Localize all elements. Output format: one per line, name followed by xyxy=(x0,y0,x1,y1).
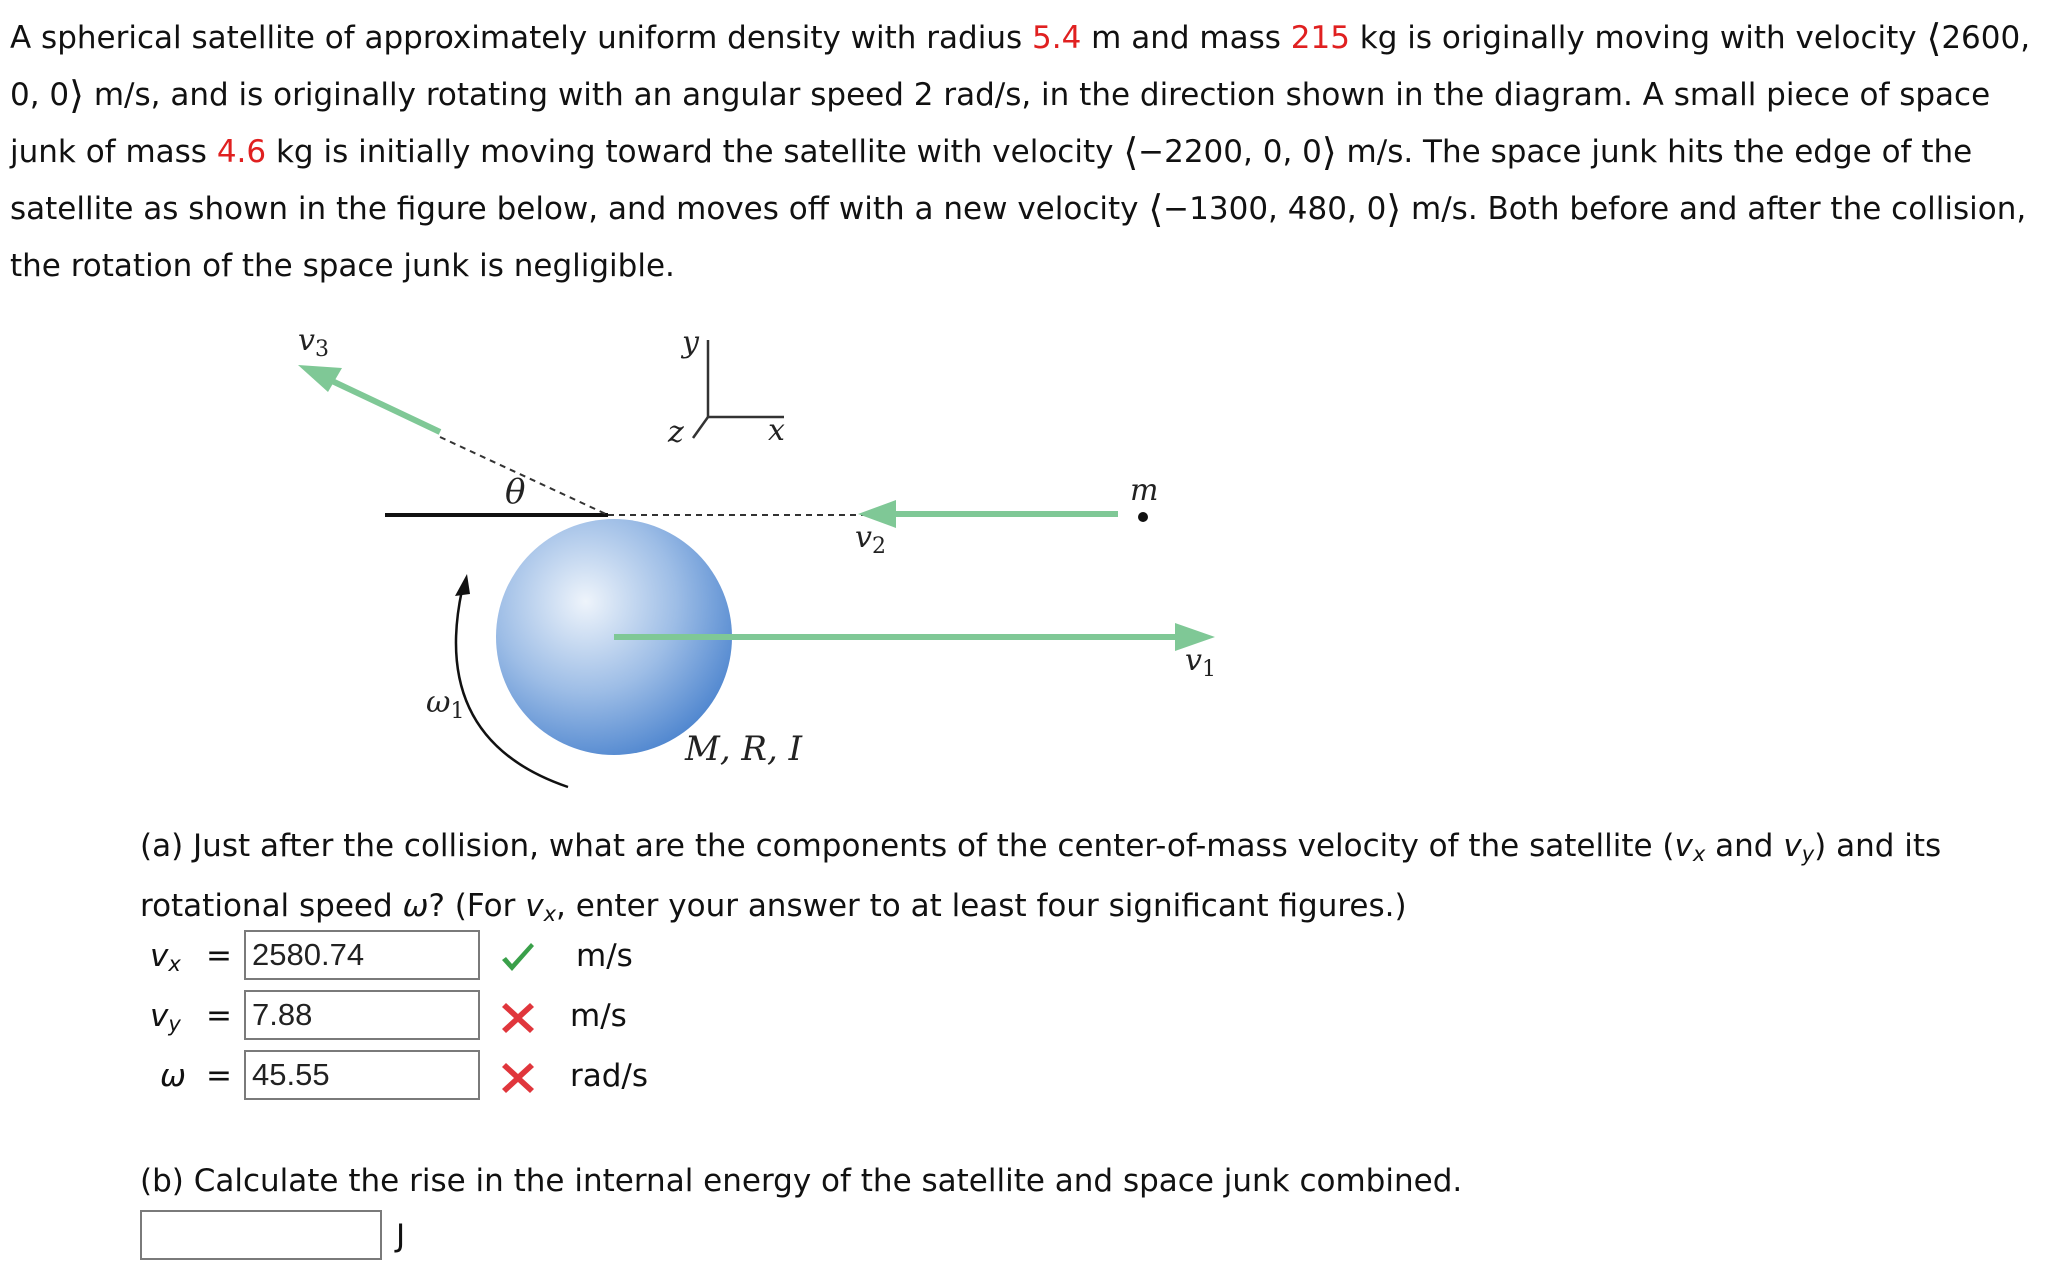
question-text: and xyxy=(1705,828,1784,864)
problem-text: kg is initially moving toward the satellite with velocity xyxy=(266,134,1124,170)
problem-statement xyxy=(10,10,2040,295)
bracket: ⟨ xyxy=(1926,16,1942,60)
omega-label-sub: 1 xyxy=(450,699,465,724)
problem-text: kg is originally moving with velocity xyxy=(1349,20,1927,56)
vx-symbol: v xyxy=(1674,828,1693,864)
y-axis-label: y xyxy=(682,325,699,360)
v3-label-base: v xyxy=(298,323,315,358)
omega-unit: rad/s xyxy=(570,1058,649,1094)
cross-icon xyxy=(498,998,538,1038)
bracket: ⟨ xyxy=(1148,187,1164,231)
part-a-question xyxy=(140,820,2020,940)
vx-unit: m/s xyxy=(576,938,633,974)
mass-value: 215 xyxy=(1290,20,1350,56)
vy-label-sub: y xyxy=(168,1012,181,1036)
equals-sign: = xyxy=(206,1058,232,1094)
question-text: , enter your answer to at least four significant figures.) xyxy=(556,888,1407,924)
v1-label-sub: 1 xyxy=(1201,657,1216,682)
radius-value: 5.4 xyxy=(1032,20,1082,56)
v1-label xyxy=(1185,643,1216,682)
vy-input[interactable]: 7.88 xyxy=(244,990,480,1040)
v1-label-base: v xyxy=(1185,643,1202,678)
vx-input[interactable]: 2580.74 xyxy=(244,930,480,980)
v3-label-sub: 3 xyxy=(314,337,329,362)
vy-label-var: v xyxy=(150,998,169,1034)
z-axis-label: z xyxy=(668,415,684,450)
problem-text: A spherical satellite of approximately uniform density with radius xyxy=(10,20,1032,56)
question-text: (a) Just after the collision, what are the components of the center-of-mass velocity of the satellite ( xyxy=(140,828,1675,864)
v3-label xyxy=(298,323,329,362)
initial-velocity: 2600, 0, 0 xyxy=(10,20,2031,113)
omega-label-base: ω xyxy=(426,685,451,720)
omega-symbol: ω xyxy=(402,888,429,924)
vy-symbol: v xyxy=(1783,828,1802,864)
bracket: ⟩ xyxy=(69,73,84,117)
satellite-properties-label: M, R, I xyxy=(685,729,803,769)
vx-subscript: x xyxy=(1692,842,1706,866)
junk-mass-label: m xyxy=(1130,473,1159,508)
part-b-question: (b) Calculate the rise in the internal energy of the satellite and space junk combined. xyxy=(140,1163,1463,1199)
coordinate-axes xyxy=(667,325,785,450)
bracket: ⟩ xyxy=(1386,187,1402,231)
junk-final-velocity: −1300, 480, 0 xyxy=(1163,191,1387,227)
question-text: ? (For xyxy=(428,888,526,924)
bracket: ⟩ xyxy=(1321,130,1337,174)
vy-unit: m/s xyxy=(570,998,627,1034)
bracket: ⟨ xyxy=(1123,130,1139,174)
vx-subscript: x xyxy=(543,902,556,926)
equals-sign: = xyxy=(206,998,232,1034)
v3-arrow xyxy=(298,365,440,432)
vx-label-sub: x xyxy=(168,952,181,976)
vx-symbol: v xyxy=(525,888,544,924)
v2-arrow xyxy=(858,500,1118,528)
energy-input[interactable] xyxy=(140,1210,382,1260)
omega-input[interactable]: 45.55 xyxy=(244,1050,480,1100)
omega-label xyxy=(426,685,464,724)
problem-text: m/s, and is originally rotating with an angular speed 2 rad/s, in the direction shown in the diagram. A small piece of space junk of mass xyxy=(10,77,1991,170)
problem-text: m/s. The space junk hits the edge of the satellite as shown in the figure below, and moves off with a new velocity xyxy=(10,134,1973,227)
question-text: ) and its rotational speed xyxy=(140,828,1942,924)
energy-unit: J xyxy=(396,1218,406,1254)
v2-label-sub: 2 xyxy=(871,534,886,559)
problem-text: m/s. Both before and after the collision, the rotation of the space junk is negligible. xyxy=(10,191,2027,284)
collision-diagram xyxy=(0,290,1300,810)
equals-sign: = xyxy=(206,938,232,974)
v2-label xyxy=(855,520,886,559)
junk-mass-value: 4.6 xyxy=(216,134,267,170)
problem-text: m and mass xyxy=(1081,20,1291,56)
vy-subscript: y xyxy=(1801,842,1815,866)
omega-label-var: ω xyxy=(160,1058,186,1094)
x-axis-label: x xyxy=(768,413,785,448)
junk-initial-velocity: −2200, 0, 0 xyxy=(1138,134,1322,170)
space-junk-dot xyxy=(1138,512,1148,522)
v2-label-base: v xyxy=(855,520,872,555)
check-icon xyxy=(498,938,538,978)
cross-icon xyxy=(498,1058,538,1098)
vx-label-var: v xyxy=(150,938,169,974)
theta-label: θ xyxy=(505,472,526,512)
